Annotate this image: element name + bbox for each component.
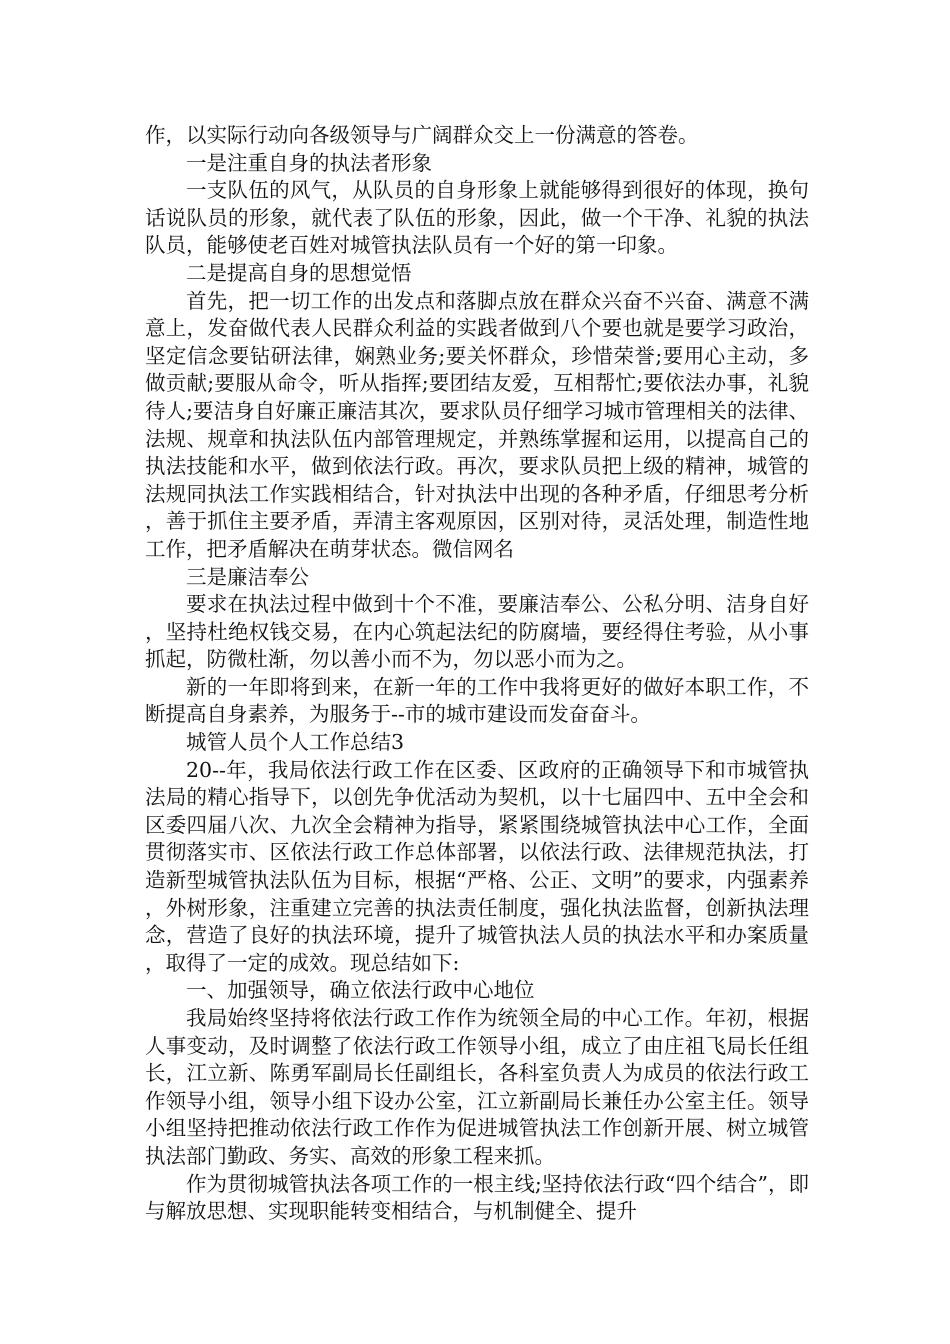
section-heading: 三是廉洁奉公 bbox=[186, 564, 309, 589]
paragraph-continuation: 作，以实际行动向各级领导与广阔群众交上一份满意的答卷。 bbox=[145, 123, 699, 147]
body-paragraph: 要求在执法过程中做到十个不准，要廉洁奉公、公私分明、洁身自好，坚持杜绝权钱交易，在内心筑起法纪的防腐墙，要经得住考验，从小事抓起，防微杜渐，勿以善小而不为，勿以恶小而为之。 bbox=[145, 592, 809, 672]
body-paragraph: 20--年，我局依法行政工作在区委、区政府的正确领导下和市城管执法局的精心指导下，以创先争优活动为契机，以十七届四中、五中全会和区委四届八次、九次全会精神为指导，紧紧围绕城管执法中心工作，全面贯彻落实市、区依法行政工作总体部署，以依法行政、法律规范执法，打造新型城管执法队伍为目标，根据“严格、公正、文明”的要求，内强素养，外树形象，注重建立完善的执法责任制度，强化执法监督，创新执法理念，营造了良好的执法环境，提升了城管执法人员的执法水平和办案质量，取得了一定的成效。现总结如下: bbox=[145, 757, 809, 975]
document-title: 城管人员个人工作总结3 bbox=[186, 730, 405, 755]
body-paragraph: 作为贯彻城管执法各项工作的一根主线;坚持依法行政“四个结合”，即与解放思想、实现职能转变相结合，与机制健全、提升 bbox=[145, 1171, 809, 1224]
body-paragraph: 一支队伍的风气，从队员的自身形象上就能够得到很好的体现，换句话说队员的形象，就代表了队伍的形象，因此，做一个干净、礼貌的执法队员，能够使老百姓对城管执法队员有一个好的第一印象。 bbox=[145, 178, 809, 258]
section-heading: 一是注重自身的执法者形象 bbox=[186, 150, 432, 175]
body-paragraph: 新的一年即将到来，在新一年的工作中我将更好的做好本职工作，不断提高自身素养，为服务于--市的城市建设而发奋奋斗。 bbox=[145, 674, 809, 727]
section-heading: 二是提高自身的思想觉悟 bbox=[186, 260, 412, 285]
document-page bbox=[145, 122, 809, 1226]
body-paragraph: 首先，把一切工作的出发点和落脚点放在群众兴奋不兴奋、满意不满意上，发奋做代表人民群众利益的实践者做到八个要也就是要学习政治，坚定信念要钻研法律，娴熟业务;要关怀群众，珍惜荣誉;要用心主动，多做贡献;要服从命令，听从指挥;要团结友爱，互相帮忙;要依法办事，礼貌待人;要洁身自好廉正廉洁其次，要求队员仔细学习城市管理相关的法律、法规、规章和执法队伍内部管理规定，并熟练掌握和运用，以提高自己的执法技能和水平，做到依法行政。再次，要求队员把上级的精神，城管的法规同执法工作实践相结合，针对执法中出现的各种矛盾，仔细思考分析，善于抓住主要矛盾，弄清主客观原因，区别对待，灵活处理，制造性地工作，把矛盾解决在萌芽状态。微信网名 bbox=[145, 288, 809, 561]
body-paragraph: 我局始终坚持将依法行政工作作为统领全局的中心工作。年初，根据人事变动，及时调整了依法行政工作领导小组，成立了由庄祖飞局长任组长，江立新、陈勇军副局长任副组长，各科室负责人为成员的依法行政工作领导小组，领导小组下设办公室，江立新副局长兼任办公室主任。领导小组坚持把推动依法行政工作作为促进城管执法工作创新开展、树立城管执法部门勤政、务实、高效的形象工程来抓。 bbox=[145, 1006, 809, 1168]
section-heading: 一、加强领导，确立依法行政中心地位 bbox=[186, 978, 535, 1003]
